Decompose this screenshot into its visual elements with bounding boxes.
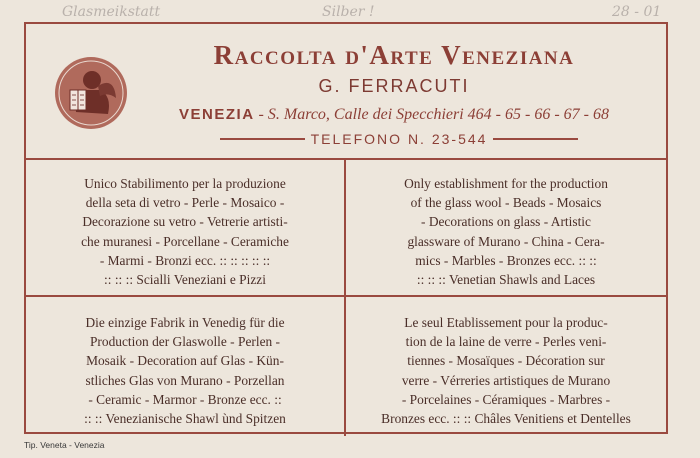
english-line: - Decorations on glass - Artistic [421,214,591,230]
english-line: Only establishment for the production [404,176,608,191]
company-address [144,106,644,124]
panel-german [26,297,346,436]
german-line: Mosaik - Decoration auf Glas - Kün- [86,353,284,369]
divider-right [493,138,578,140]
german-line: Die einzige Fabrik in Venedig für die [85,315,285,330]
italian-line: Decorazione su vetro - Vetrerie artisti- [82,214,288,230]
italian-line: che muranesi - Porcellane - Ceramiche [81,233,289,249]
panel-french [346,297,666,436]
company-owner: G. FERRACUTI [318,76,470,96]
italian-line: - Marmi - Bronzi ecc. :: :: :: :: :: [99,252,271,268]
english-line: :: :: :: Venetian Shawls and Laces [416,272,596,288]
telephone-line [214,128,584,150]
english-line: of the glass wool - Beads - Mosaics [410,195,602,211]
english-line: glassware of Murano - China - Cera- [407,233,605,249]
french-line: tiennes - Mosaïques - Décoration sur [407,353,605,369]
telephone-number: TELEFONO N. 23-544 [310,131,488,147]
company-title: Raccolta d'Arte Veneziana [213,40,575,70]
address-street: - S. Marco, Calle dei Specchieri 464 - 65 - 66 - 67 - 68 [254,106,609,123]
german-line: stliches Glas von Murano - Porzellan [85,372,285,388]
italian-line: della seta di vetro - Perle - Mosaico - [85,195,285,211]
french-line: tion de la laine de verre - Perles veni- [405,334,607,350]
lion-of-saint-mark-icon [54,56,128,130]
french-line: Le seul Etablissement pour la produc- [404,315,608,330]
german-line: :: :: Venezianische Shawl ùnd Spitzen [84,411,286,427]
panel-english [346,158,666,297]
printer-credit: Tip. Veneta - Venezia [24,440,105,450]
divider-left [220,138,305,140]
panel-italian [26,158,346,297]
italian-line: Unico Stabilimento per la produzione [84,176,286,191]
german-line: - Ceramic - Marmor - Bronze ecc. :: [88,391,282,407]
pencil-note-right: 28 - 01 [612,4,662,20]
german-line: Production der Glaswolle - Perlen - [89,334,281,350]
french-line: - Porcelaines - Céramiques - Marbres - [401,391,611,407]
english-line: mics - Marbles - Bronzes ecc. :: :: [415,252,597,268]
pencil-note-middle: Silber ! [322,4,375,20]
italian-line: :: :: :: Scialli Veneziani e Pizzi [104,272,266,288]
pencil-note-left: Glasmeikstatt [62,4,161,20]
french-line: Bronzes ecc. :: :: Châles Venitiens et Dentelles [381,411,631,427]
postcard-frame [24,22,668,434]
address-city: VENEZIA [179,106,255,123]
letterhead [26,24,666,160]
french-line: verre - Vérreries artistiques de Murano [401,372,611,388]
